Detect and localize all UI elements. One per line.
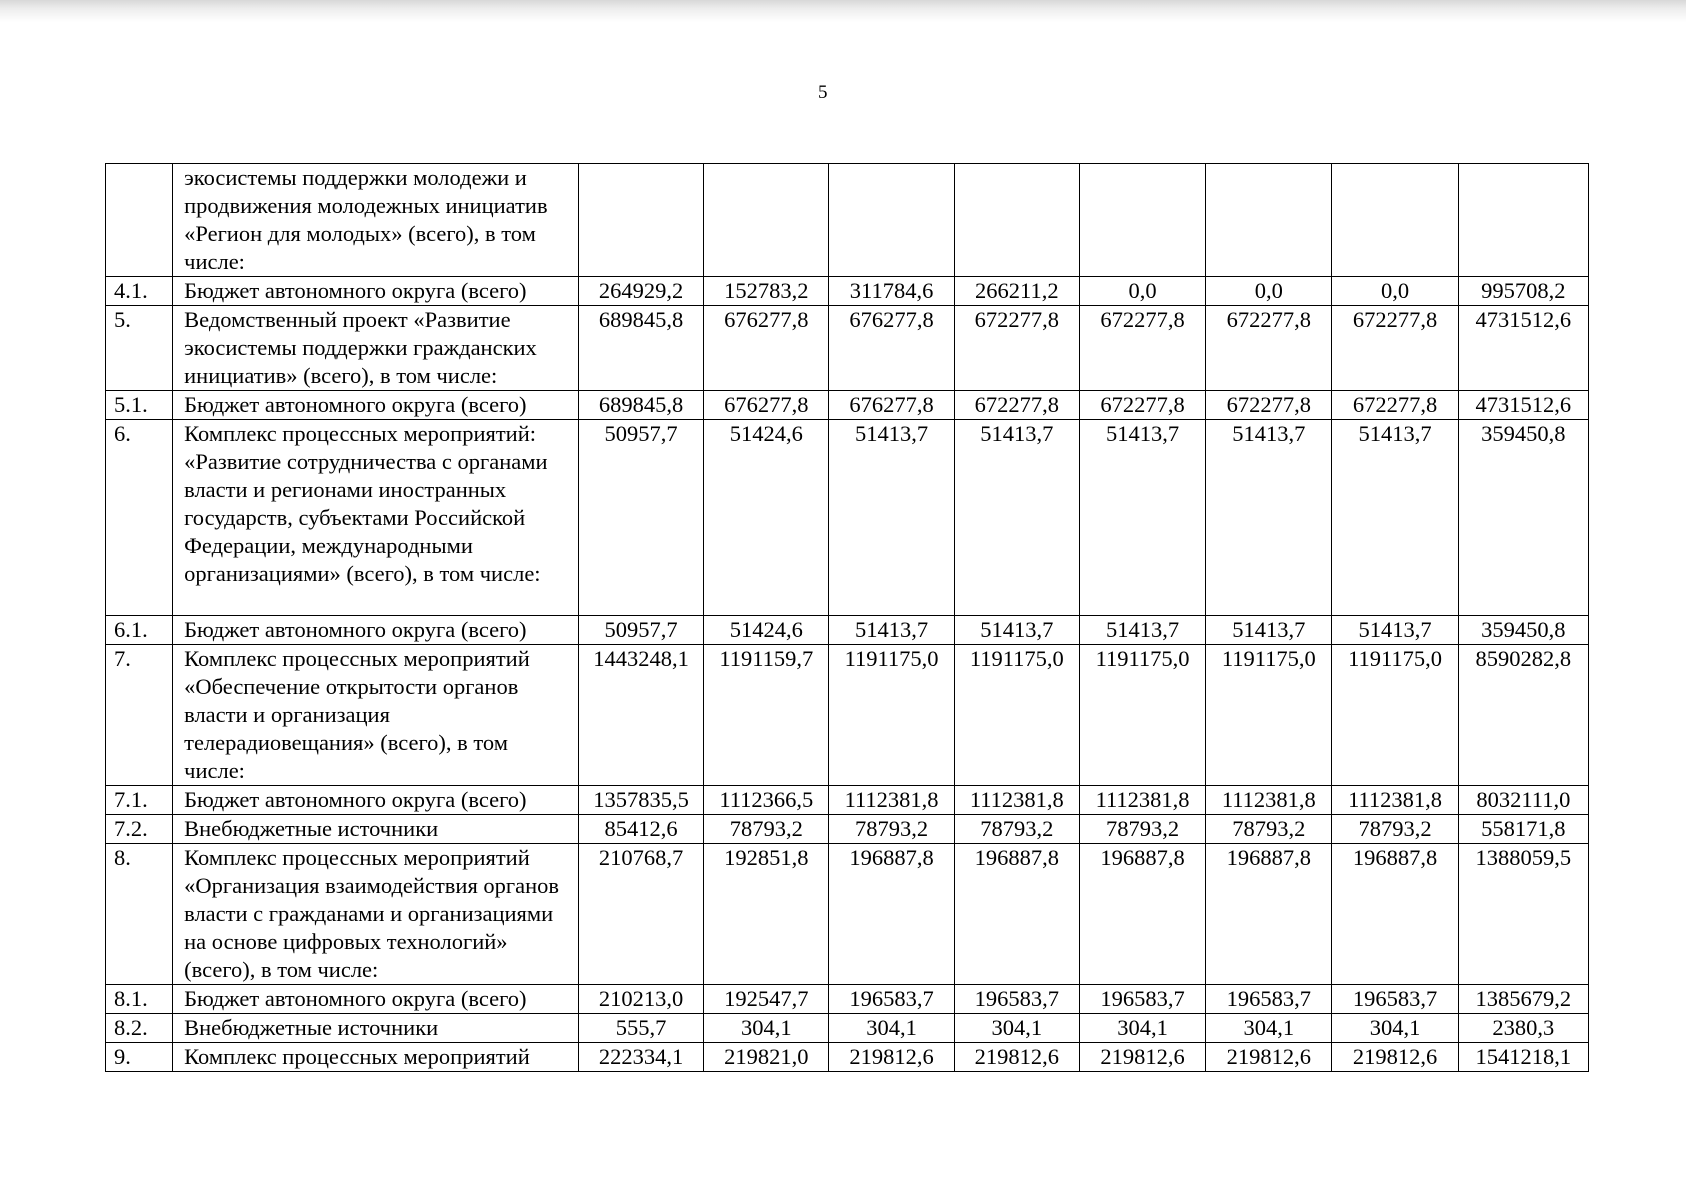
total-cell: 4731512,6 — [1458, 391, 1588, 420]
value-cell: 78793,2 — [704, 815, 829, 844]
value-cell: 51413,7 — [1206, 616, 1332, 645]
value-cell: 1112381,8 — [1206, 786, 1332, 815]
value-cell: 689845,8 — [578, 306, 703, 391]
value-cell: 219812,6 — [1206, 1043, 1332, 1072]
total-cell: 2380,3 — [1458, 1014, 1588, 1043]
row-name: Комплекс процессных мероприятий «Обеспечение открытости органов власти и организация телерадиовещания» (всего), в том числе: — [173, 645, 579, 786]
value-cell: 196583,7 — [829, 985, 954, 1014]
value-cell: 78793,2 — [954, 815, 1079, 844]
value-cell: 219812,6 — [1079, 1043, 1205, 1072]
total-cell: 995708,2 — [1458, 277, 1588, 306]
row-name: Комплекс процессных мероприятий: «Развитие сотрудничества с органами власти и регионами иностранных государств, субъектами Российской Федерации, международными организациями» (всего), в том числе: — [173, 420, 579, 616]
table-row — [106, 1043, 1589, 1072]
row-name: Бюджет автономного округа (всего) — [173, 277, 579, 306]
value-cell: 51424,6 — [704, 616, 829, 645]
value-cell: 210768,7 — [578, 844, 703, 985]
value-cell: 219812,6 — [954, 1043, 1079, 1072]
value-cell: 192851,8 — [704, 844, 829, 985]
total-cell: 359450,8 — [1458, 420, 1588, 616]
value-cell: 0,0 — [1332, 277, 1458, 306]
table-row — [106, 277, 1589, 306]
value-cell: 50957,7 — [578, 616, 703, 645]
value-cell: 1112381,8 — [1079, 786, 1205, 815]
total-cell: 8590282,8 — [1458, 645, 1588, 786]
table-row — [106, 616, 1589, 645]
row-number: 8.2. — [106, 1014, 173, 1043]
value-cell — [1079, 164, 1205, 277]
total-cell: 1388059,5 — [1458, 844, 1588, 985]
total-cell: 1385679,2 — [1458, 985, 1588, 1014]
value-cell: 672277,8 — [954, 391, 1079, 420]
budget-table — [105, 163, 1589, 1072]
value-cell: 304,1 — [829, 1014, 954, 1043]
value-cell: 222334,1 — [578, 1043, 703, 1072]
value-cell: 196583,7 — [1079, 985, 1205, 1014]
value-cell: 50957,7 — [578, 420, 703, 616]
table-row — [106, 420, 1589, 616]
value-cell: 672277,8 — [954, 306, 1079, 391]
total-cell — [1458, 164, 1588, 277]
value-cell: 196583,7 — [1332, 985, 1458, 1014]
row-number: 5.1. — [106, 391, 173, 420]
table-row — [106, 985, 1589, 1014]
page-number: 5 — [818, 82, 828, 103]
row-name: Внебюджетные источники — [173, 1014, 579, 1043]
value-cell: 304,1 — [704, 1014, 829, 1043]
value-cell: 51413,7 — [1079, 420, 1205, 616]
row-name: Бюджет автономного округа (всего) — [173, 786, 579, 815]
value-cell: 51413,7 — [1206, 420, 1332, 616]
row-number: 7. — [106, 645, 173, 786]
value-cell — [1332, 164, 1458, 277]
value-cell: 51424,6 — [704, 420, 829, 616]
value-cell: 1191175,0 — [954, 645, 1079, 786]
table-row — [106, 1014, 1589, 1043]
value-cell: 78793,2 — [1206, 815, 1332, 844]
row-number — [106, 164, 173, 277]
value-cell: 210213,0 — [578, 985, 703, 1014]
row-name: Бюджет автономного округа (всего) — [173, 616, 579, 645]
value-cell: 219812,6 — [1332, 1043, 1458, 1072]
row-name: Внебюджетные источники — [173, 815, 579, 844]
table-body — [106, 164, 1589, 1072]
value-cell: 1357835,5 — [578, 786, 703, 815]
value-cell: 676277,8 — [704, 306, 829, 391]
value-cell: 676277,8 — [704, 391, 829, 420]
value-cell: 676277,8 — [829, 391, 954, 420]
value-cell: 196887,8 — [829, 844, 954, 985]
value-cell — [829, 164, 954, 277]
value-cell: 51413,7 — [1079, 616, 1205, 645]
value-cell — [704, 164, 829, 277]
row-name: Ведомственный проект «Развитие экосистемы поддержки гражданских инициатив» (всего), в том числе: — [173, 306, 579, 391]
value-cell — [578, 164, 703, 277]
value-cell: 1191175,0 — [1079, 645, 1205, 786]
value-cell: 51413,7 — [1332, 616, 1458, 645]
value-cell: 0,0 — [1206, 277, 1332, 306]
row-number: 8. — [106, 844, 173, 985]
table-row — [106, 786, 1589, 815]
value-cell: 51413,7 — [1332, 420, 1458, 616]
value-cell: 1112381,8 — [1332, 786, 1458, 815]
value-cell: 196887,8 — [1332, 844, 1458, 985]
value-cell — [954, 164, 1079, 277]
value-cell: 78793,2 — [1079, 815, 1205, 844]
table-row — [106, 815, 1589, 844]
row-number: 7.2. — [106, 815, 173, 844]
value-cell: 196887,8 — [1206, 844, 1332, 985]
value-cell: 219821,0 — [704, 1043, 829, 1072]
value-cell: 192547,7 — [704, 985, 829, 1014]
table-row — [106, 645, 1589, 786]
value-cell: 304,1 — [1079, 1014, 1205, 1043]
value-cell: 196887,8 — [954, 844, 1079, 985]
value-cell: 1112381,8 — [829, 786, 954, 815]
table-row — [106, 164, 1589, 277]
value-cell: 264929,2 — [578, 277, 703, 306]
scan-edge — [0, 0, 1686, 22]
row-number: 8.1. — [106, 985, 173, 1014]
total-cell: 8032111,0 — [1458, 786, 1588, 815]
value-cell: 85412,6 — [578, 815, 703, 844]
table-row — [106, 844, 1589, 985]
total-cell: 359450,8 — [1458, 616, 1588, 645]
value-cell: 311784,6 — [829, 277, 954, 306]
total-cell: 4731512,6 — [1458, 306, 1588, 391]
value-cell: 672277,8 — [1079, 306, 1205, 391]
row-number: 4.1. — [106, 277, 173, 306]
value-cell: 555,7 — [578, 1014, 703, 1043]
row-number: 6.1. — [106, 616, 173, 645]
value-cell: 672277,8 — [1206, 306, 1332, 391]
value-cell: 0,0 — [1079, 277, 1205, 306]
value-cell: 1191159,7 — [704, 645, 829, 786]
value-cell: 196583,7 — [954, 985, 1079, 1014]
value-cell: 1191175,0 — [1206, 645, 1332, 786]
value-cell: 1191175,0 — [1332, 645, 1458, 786]
row-number: 7.1. — [106, 786, 173, 815]
value-cell: 78793,2 — [829, 815, 954, 844]
value-cell: 304,1 — [954, 1014, 1079, 1043]
value-cell: 1191175,0 — [829, 645, 954, 786]
value-cell: 304,1 — [1206, 1014, 1332, 1043]
total-cell: 558171,8 — [1458, 815, 1588, 844]
value-cell: 689845,8 — [578, 391, 703, 420]
value-cell: 152783,2 — [704, 277, 829, 306]
row-name: Бюджет автономного округа (всего) — [173, 391, 579, 420]
value-cell: 51413,7 — [829, 420, 954, 616]
row-name: Бюджет автономного округа (всего) — [173, 985, 579, 1014]
row-number: 5. — [106, 306, 173, 391]
row-name: Комплекс процессных мероприятий «Организация взаимодействия органов власти с гражданами и организациями на основе цифровых технологий» (всего), в том числе: — [173, 844, 579, 985]
value-cell: 672277,8 — [1332, 391, 1458, 420]
value-cell: 196887,8 — [1079, 844, 1205, 985]
value-cell: 1112366,5 — [704, 786, 829, 815]
value-cell: 676277,8 — [829, 306, 954, 391]
row-number: 9. — [106, 1043, 173, 1072]
value-cell: 51413,7 — [829, 616, 954, 645]
value-cell — [1206, 164, 1332, 277]
value-cell: 672277,8 — [1206, 391, 1332, 420]
value-cell: 78793,2 — [1332, 815, 1458, 844]
value-cell: 219812,6 — [829, 1043, 954, 1072]
value-cell: 51413,7 — [954, 420, 1079, 616]
value-cell: 51413,7 — [954, 616, 1079, 645]
row-number: 6. — [106, 420, 173, 616]
value-cell: 304,1 — [1332, 1014, 1458, 1043]
value-cell: 672277,8 — [1079, 391, 1205, 420]
value-cell: 266211,2 — [954, 277, 1079, 306]
row-name: экосистемы поддержки молодежи и продвижения молодежных инициатив «Регион для молодых» (всего), в том числе: — [173, 164, 579, 277]
value-cell: 196583,7 — [1206, 985, 1332, 1014]
total-cell: 1541218,1 — [1458, 1043, 1588, 1072]
value-cell: 1112381,8 — [954, 786, 1079, 815]
table-row — [106, 391, 1589, 420]
table-row — [106, 306, 1589, 391]
value-cell: 672277,8 — [1332, 306, 1458, 391]
row-name: Комплекс процессных мероприятий — [173, 1043, 579, 1072]
value-cell: 1443248,1 — [578, 645, 703, 786]
